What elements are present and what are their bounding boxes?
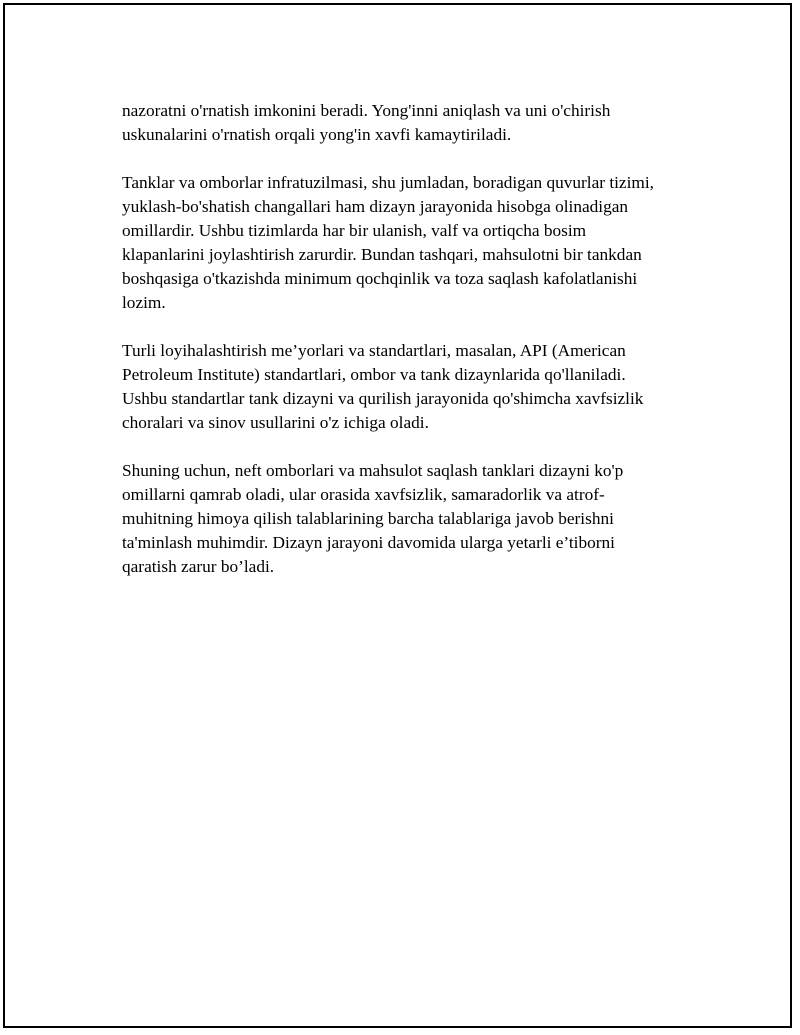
paragraph-3: Turli loyihalashtirish me’yorlari va standartlari, masalan, API (American Petroleum Institute) standartlari, ombor va tank dizaynlarida qo'llaniladi. Ushbu standartlar tank dizayni va qurilish jarayonida qo'shimcha xavfsizlik choralari va sinov usullarini o'z ichiga oladi. — [122, 341, 644, 432]
document-body — [122, 99, 702, 603]
page-frame — [3, 3, 792, 1028]
paragraph-2: Tanklar va omborlar infratuzilmasi, shu jumladan, boradigan quvurlar tizimi, yuklash-bo'shatish changallari ham dizayn jarayonida hisobga olinadigan omillardir. Ushbu tizimlarda har bir ulanish, valf va ortiqcha bosim klapanlarini joylashtirish zarurdir. Bundan tashqari, mahsulotni bir tankdan boshqasiga o'tkazishda minimum qochqinlik va toza saqlash kafolatlanishi lozim. — [122, 173, 654, 312]
paragraph-4: Shuning uchun, neft omborlari va mahsulot saqlash tanklari dizayni ko'p omillarni qamrab oladi, ular orasida xavfsizlik, samaradorlik va atrof- muhitning himoya qilish talablarining barcha talablariga javob berishni ta'minlash muhimdir. Dizayn jarayoni davomida ularga yetarli e’tiborni qaratish zarur bo’ladi. — [122, 461, 624, 576]
paragraph-1: nazoratni o'rnatish imkonini beradi. Yong'inni aniqlash va uni o'chirish uskunalarini o'rnatish orqali yong'in xavfi kamaytiriladi. — [122, 101, 611, 144]
